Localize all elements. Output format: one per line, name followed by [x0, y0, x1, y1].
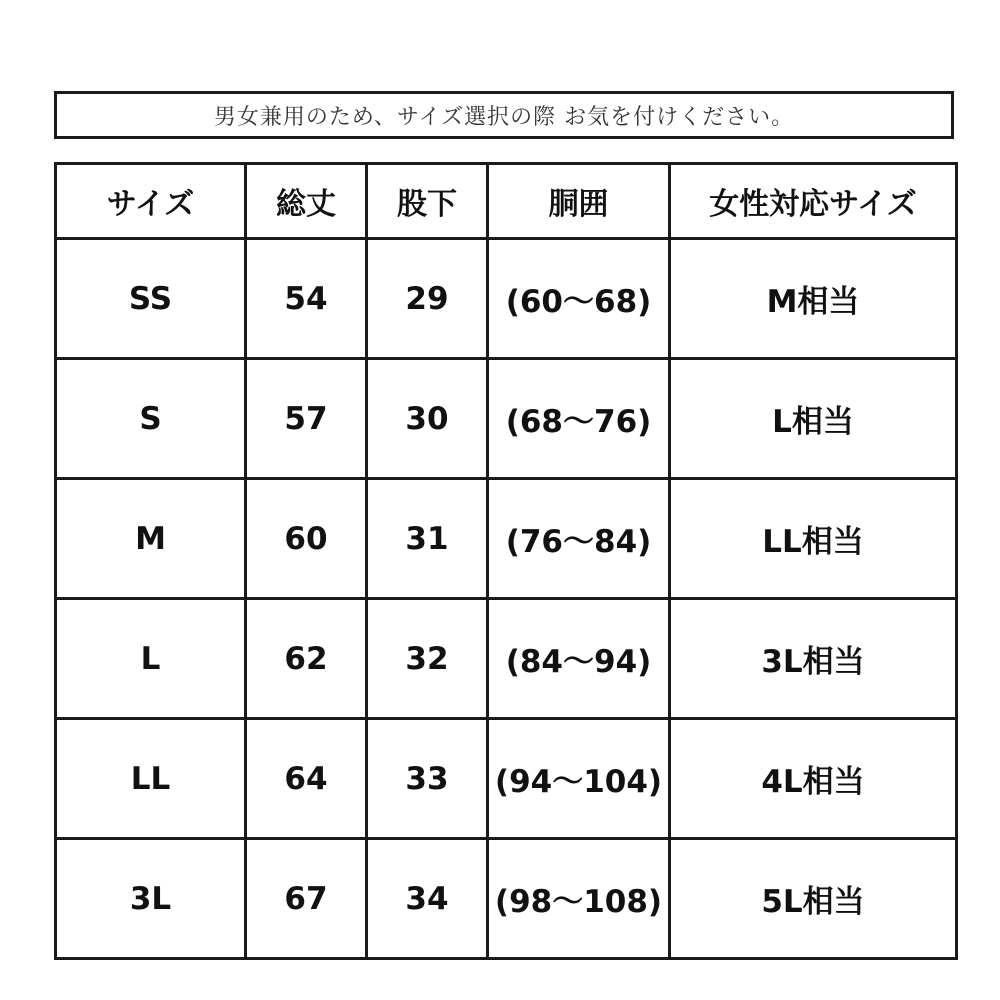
- cell-size: LL: [56, 719, 246, 839]
- cell-total-length: 60: [246, 479, 367, 599]
- cell-women-size: L相当: [670, 359, 957, 479]
- cell-waist: (84〜94): [488, 599, 670, 719]
- cell-total-length: 62: [246, 599, 367, 719]
- header-size: サイズ: [56, 164, 246, 239]
- table-row: [56, 719, 957, 839]
- table-row: [56, 839, 957, 959]
- cell-women-size: 3L相当: [670, 599, 957, 719]
- cell-women-size: LL相当: [670, 479, 957, 599]
- cell-inseam: 31: [367, 479, 488, 599]
- table-header-row: [56, 164, 957, 239]
- cell-women-size: 4L相当: [670, 719, 957, 839]
- cell-women-size: 5L相当: [670, 839, 957, 959]
- cell-size: L: [56, 599, 246, 719]
- cell-size: SS: [56, 239, 246, 359]
- cell-inseam: 32: [367, 599, 488, 719]
- cell-waist: (60〜68): [488, 239, 670, 359]
- table-row: [56, 359, 957, 479]
- header-waist: 胴囲: [488, 164, 670, 239]
- table-row: [56, 599, 957, 719]
- size-chart-table: [54, 162, 958, 960]
- header-women-size: 女性対応サイズ: [670, 164, 957, 239]
- cell-inseam: 30: [367, 359, 488, 479]
- cell-size: S: [56, 359, 246, 479]
- cell-size: M: [56, 479, 246, 599]
- cell-total-length: 64: [246, 719, 367, 839]
- cell-waist: (68〜76): [488, 359, 670, 479]
- cell-size: 3L: [56, 839, 246, 959]
- cell-total-length: 54: [246, 239, 367, 359]
- table-row: [56, 479, 957, 599]
- table-row: [56, 239, 957, 359]
- cell-inseam: 34: [367, 839, 488, 959]
- cell-waist: (98〜108): [488, 839, 670, 959]
- unisex-size-notice: 男女兼用のため、サイズ選択の際 お気を付けください。: [54, 91, 954, 139]
- cell-inseam: 33: [367, 719, 488, 839]
- cell-waist: (76〜84): [488, 479, 670, 599]
- cell-total-length: 67: [246, 839, 367, 959]
- cell-waist: (94〜104): [488, 719, 670, 839]
- cell-total-length: 57: [246, 359, 367, 479]
- header-total-length: 総丈: [246, 164, 367, 239]
- cell-women-size: M相当: [670, 239, 957, 359]
- header-inseam: 股下: [367, 164, 488, 239]
- cell-inseam: 29: [367, 239, 488, 359]
